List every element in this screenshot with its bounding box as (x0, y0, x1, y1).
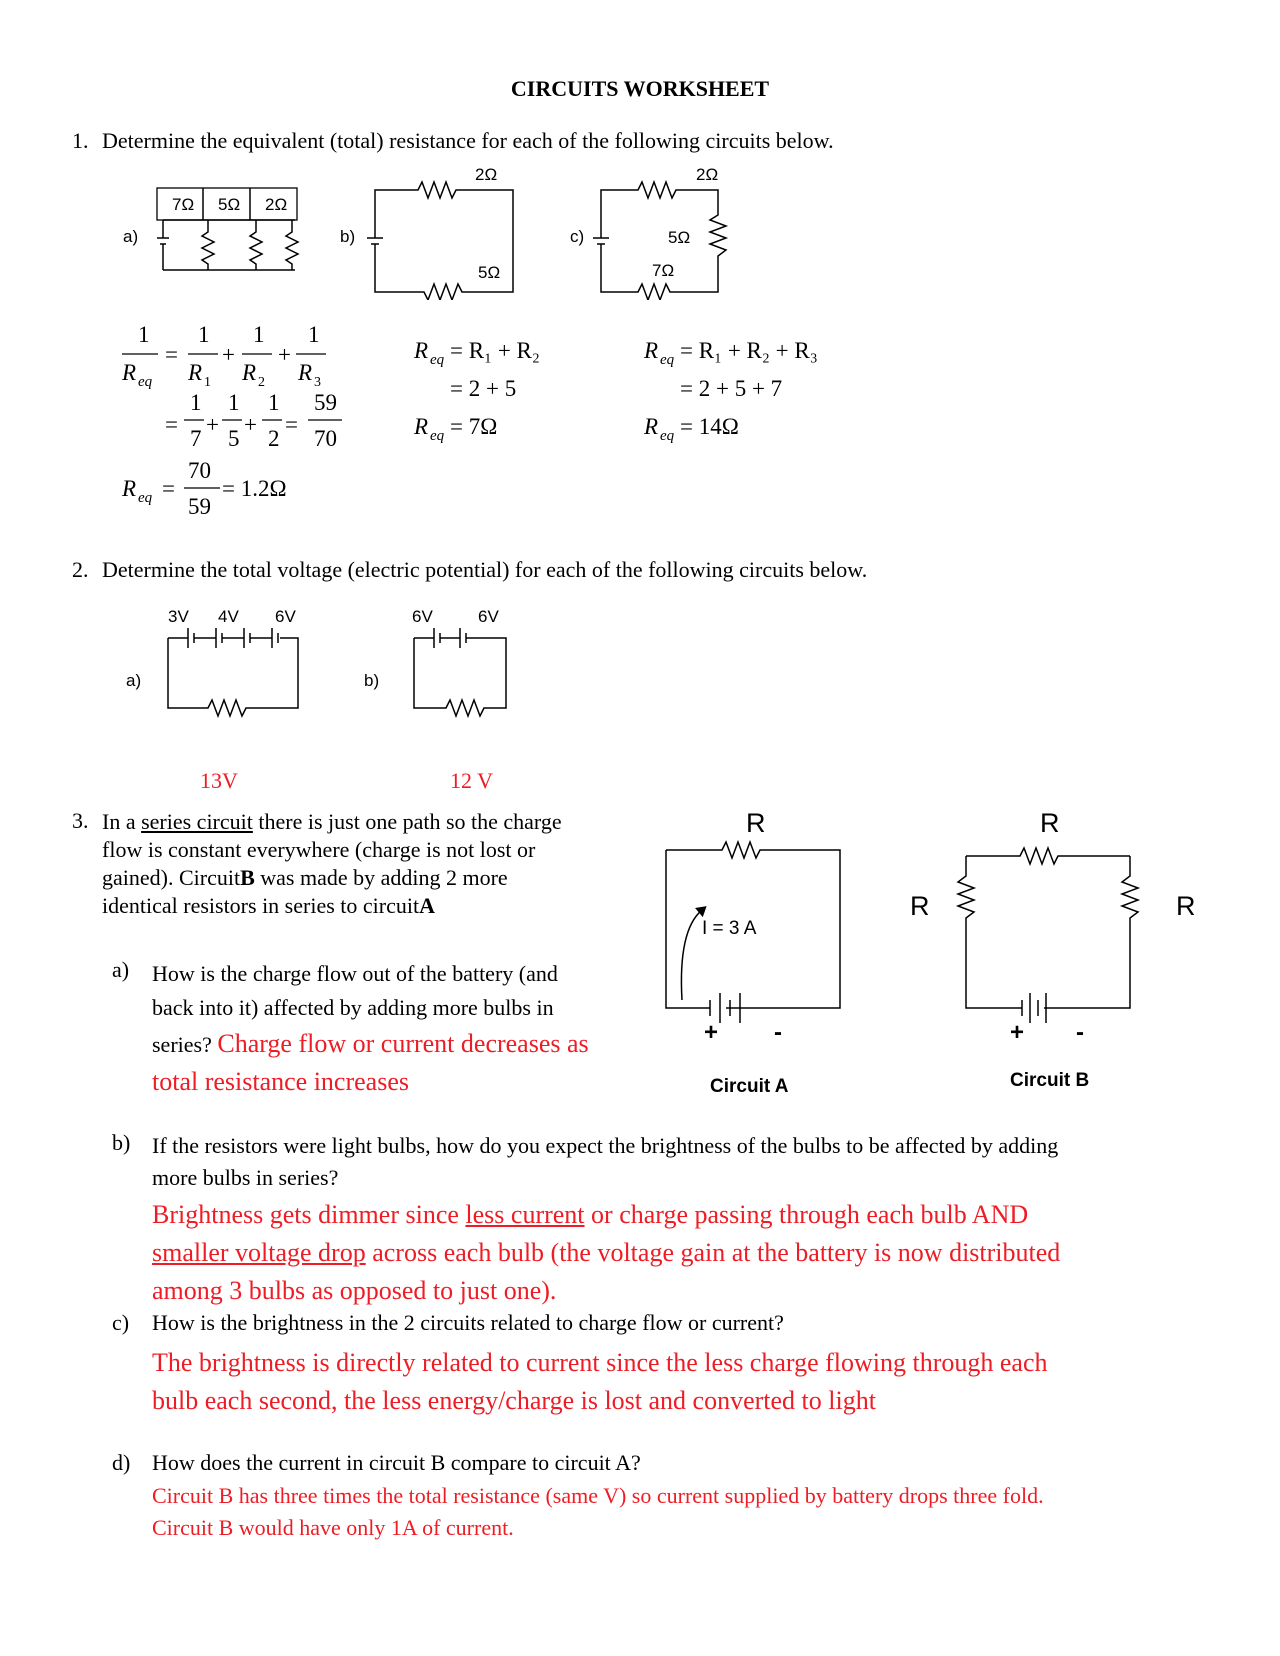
q1-text: Determine the equivalent (total) resistance for each of the following circuits below. (102, 128, 834, 153)
svg-text:2: 2 (268, 426, 280, 451)
svg-text:= 2 + 5 + 7: = 2 + 5 + 7 (680, 376, 783, 401)
q2-text: Determine the total voltage (electric potential) for each of the following circuits below. (102, 557, 868, 582)
svg-text:1: 1 (204, 375, 211, 390)
svg-text:R: R (414, 338, 429, 363)
q3a-question: How is the charge flow out of the battery (and back into it) affected by adding more bulbs in series? Charge flow or current decreases as total resistance increases (152, 961, 589, 1096)
svg-text:R: R (122, 360, 137, 385)
q2b-answer: 12 V (450, 768, 493, 793)
q3b-question: If the resistors were light bulbs, how do you expect the brightness of the bulbs to be affected by adding more bulbs in series? (152, 1133, 1059, 1190)
svg-text:1: 1 (268, 390, 280, 415)
svg-text:1: 1 (253, 322, 265, 347)
q3b-label: b) (112, 1130, 131, 1155)
svg-text:eq: eq (660, 352, 675, 368)
svg-text:= R₁ + R₂: = R₁ + R₂ (450, 338, 540, 363)
svg-text:3: 3 (314, 375, 321, 390)
circuit-1c-diagram (570, 160, 770, 300)
work-1a (110, 320, 370, 540)
current-label: I = 3 A (702, 918, 757, 939)
svg-text:70: 70 (314, 426, 337, 451)
svg-text:5: 5 (228, 426, 240, 451)
voltage-label: 6V (478, 607, 499, 626)
resistor-label: R (910, 891, 930, 921)
q3b-answer: Brightness gets dimmer since less current or charge passing through each bulb AND smaller voltage drop across each bulb (the voltage gain at the battery is now distributed among 3 bulbs as opposed to just one). (152, 1200, 1061, 1305)
voltage-label: 3V (168, 607, 189, 626)
svg-text:R: R (644, 338, 659, 363)
caption-circuit-b: Circuit B (1010, 1070, 1090, 1091)
q3-intro: In a series circuit there is just one path so the charge flow is constant everywhere (charge is not lost or gained). CircuitB was made by adding 2 more identical resistors in series to circuitA (102, 809, 562, 918)
work-1b (410, 330, 600, 460)
circuit-label: a) (123, 227, 139, 246)
svg-text:R: R (298, 360, 313, 385)
svg-text:eq: eq (138, 374, 153, 390)
svg-text:+: + (222, 342, 235, 367)
minus-sign: - (1076, 1019, 1084, 1046)
resistor-label: 5Ω (668, 228, 691, 247)
resistor-label: 2Ω (265, 195, 288, 214)
svg-text:R: R (242, 360, 257, 385)
svg-text:59: 59 (188, 494, 211, 519)
svg-text:+: + (244, 412, 257, 437)
resistor-label: R (1040, 808, 1060, 838)
q3c-answer: The brightness is directly related to current since the less charge flowing through each bulb each second, the less energy/charge is lost and converted to light (152, 1348, 1048, 1415)
svg-text:eq: eq (660, 428, 675, 444)
circuit-1b-diagram (340, 160, 540, 300)
voltage-label: 6V (412, 607, 433, 626)
svg-text:+: + (278, 342, 291, 367)
resistor-label: 5Ω (478, 263, 501, 282)
resistor-label: R (746, 808, 766, 838)
q1-number: 1. (72, 128, 89, 153)
svg-text:1: 1 (190, 390, 202, 415)
plus-sign: + (704, 1019, 719, 1046)
svg-text:R: R (122, 476, 137, 501)
svg-text:1: 1 (228, 390, 240, 415)
svg-text:= 14Ω: = 14Ω (680, 414, 739, 439)
circuit-a-diagram (650, 800, 860, 1100)
svg-text:=: = (165, 342, 178, 367)
svg-text:+: + (206, 412, 219, 437)
q3d-label: d) (112, 1450, 131, 1475)
svg-text:=: = (162, 476, 175, 501)
minus-sign: - (774, 1019, 782, 1046)
svg-text:= R₁ + R₂ + R₃: = R₁ + R₂ + R₃ (680, 338, 818, 363)
q3d-question: How does the current in circuit B compare to circuit A? (152, 1450, 641, 1475)
svg-text:eq: eq (430, 352, 445, 368)
circuit-label: c) (570, 227, 585, 246)
svg-text:7: 7 (190, 426, 202, 451)
resistor-label: R (1176, 891, 1196, 921)
svg-text:=: = (285, 412, 298, 437)
circuit-label: b) (340, 227, 356, 246)
svg-text:= 2 + 5: = 2 + 5 (450, 376, 517, 401)
q3a-label: a) (112, 957, 130, 982)
circuit-label: b) (364, 671, 380, 690)
q2-number: 2. (72, 557, 89, 582)
resistor-label: 2Ω (475, 165, 498, 184)
plus-sign: + (1010, 1019, 1025, 1046)
resistor-label: 7Ω (652, 261, 675, 280)
svg-text:= 1.2Ω: = 1.2Ω (222, 476, 287, 501)
svg-text:70: 70 (188, 458, 211, 483)
q3c-label: c) (112, 1310, 130, 1335)
svg-text:2: 2 (258, 375, 265, 390)
resistor-label: 5Ω (218, 195, 241, 214)
svg-text:eq: eq (138, 490, 153, 506)
svg-text:1: 1 (308, 322, 320, 347)
circuit-label: a) (126, 671, 142, 690)
q2a-answer: 13V (200, 768, 238, 793)
svg-text:1: 1 (138, 322, 150, 347)
resistor-label: 7Ω (172, 195, 195, 214)
q3d-answer: Circuit B has three times the total resistance (same V) so current supplied by battery drops three fold. Circuit B would have only 1A of current. (152, 1483, 1044, 1540)
circuit-2b-diagram (360, 600, 520, 735)
q3-number: 3. (72, 808, 89, 833)
voltage-label: 4V (218, 607, 239, 626)
q3c-question: How is the brightness in the 2 circuits related to charge flow or current? (152, 1310, 784, 1335)
page-title: CIRCUITS WORKSHEET (510, 76, 770, 101)
svg-text:1: 1 (198, 322, 210, 347)
circuit-b-diagram (910, 800, 1210, 1100)
svg-text:= 7Ω: = 7Ω (450, 414, 498, 439)
svg-text:R: R (644, 414, 659, 439)
circuit-1a-diagram (120, 180, 330, 290)
resistor-label: 2Ω (696, 165, 719, 184)
svg-text:R: R (414, 414, 429, 439)
svg-text:59: 59 (314, 390, 337, 415)
caption-circuit-a: Circuit A (710, 1076, 789, 1097)
svg-text:eq: eq (430, 428, 445, 444)
circuit-2a-diagram (120, 600, 320, 735)
svg-text:=: = (165, 412, 178, 437)
work-1c (640, 330, 870, 460)
voltage-label: 6V (275, 607, 296, 626)
svg-text:R: R (188, 360, 203, 385)
